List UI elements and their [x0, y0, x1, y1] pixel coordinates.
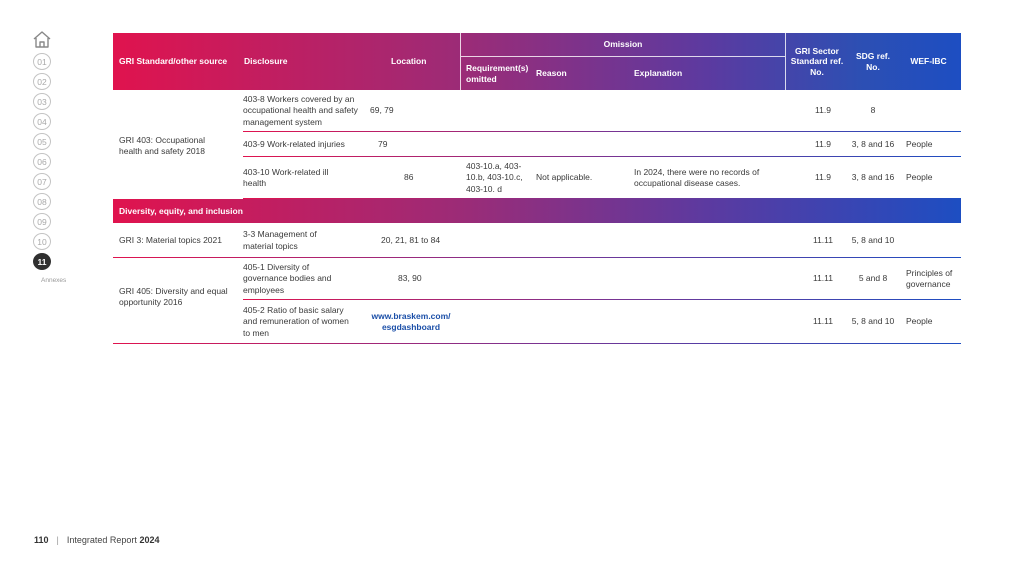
location-cell: 79 — [378, 138, 388, 149]
requirements-cell: 403-10.a, 403-10.b, 403-10.c, 403-10. d — [466, 161, 523, 194]
table-header — [113, 33, 961, 90]
nav-chapter-04[interactable]: 04 — [33, 113, 51, 130]
sdg-cell: 5, 8 and 10 — [851, 234, 895, 245]
location-cell: 86 — [404, 172, 414, 183]
header-requirements: Requirement(s) omitted — [466, 62, 529, 84]
sector-cell: 11.9 — [815, 172, 831, 183]
table-row — [243, 157, 961, 199]
header-gri-sector: GRI Sector Standard ref. No. — [790, 45, 844, 77]
wef-cell: People — [906, 172, 933, 183]
report-title: Integrated Report 2024 — [66, 535, 160, 545]
nav-chapter-10[interactable]: 10 — [33, 233, 51, 250]
location-cell: 83, 90 — [398, 273, 422, 284]
sdg-cell: 8 — [870, 105, 876, 116]
location-cell: 20, 21, 81 to 84 — [381, 234, 441, 245]
page-number: 110 — [34, 535, 49, 545]
explanation-cell: In 2024, there were no records of occupational disease cases. — [634, 166, 760, 188]
header-wef: WEF-IBC — [910, 56, 947, 67]
nav-chapter-02[interactable]: 02 — [33, 73, 51, 90]
sdg-cell: 3, 8 and 16 — [851, 138, 895, 149]
wef-cell: People — [906, 316, 933, 327]
header-explanation: Explanation — [634, 68, 683, 79]
annexes-label: Annexes — [41, 277, 67, 284]
nav-chapter-05[interactable]: 05 — [33, 133, 51, 150]
sector-cell: 11.9 — [815, 105, 831, 116]
sdg-cell: 3, 8 and 16 — [851, 172, 895, 183]
disclosure-cell: 403-8 Workers covered by an occupational health and safety management system — [243, 94, 358, 127]
header-location: Location — [391, 56, 427, 67]
sector-cell: 11.11 — [812, 234, 833, 245]
sector-cell: 11.9 — [815, 138, 831, 149]
chapter-nav — [31, 30, 53, 273]
header-reason: Reason — [536, 68, 567, 79]
nav-chapter-08[interactable]: 08 — [33, 193, 51, 210]
disclosure-cell: 405-2 Ratio of basic salary and remuneration of women to men — [243, 305, 349, 338]
group-gri-403: GRI 403: Occupational health and safety 2018 — [119, 135, 206, 157]
gri-standard-cell: GRI 3: Material topics 2021 — [119, 234, 222, 245]
esg-dashboard-link[interactable]: www.braskem.com/ esgdashboard — [371, 310, 451, 332]
report-year: 2024 — [139, 535, 160, 545]
page-footer — [34, 535, 159, 545]
sector-cell: 11.11 — [812, 273, 833, 284]
disclosure-cell: 403-9 Work-related injuries — [243, 138, 345, 149]
footer-separator: | — [56, 535, 59, 545]
header-omission: Omission — [603, 39, 643, 50]
header-sdg: SDG ref. No. — [855, 50, 890, 72]
header-disclosure: Disclosure — [244, 56, 288, 67]
section-bar-diversity: Diversity, equity, and inclusion — [113, 199, 961, 223]
table-row — [243, 258, 961, 300]
nav-chapter-01[interactable]: 01 — [33, 53, 51, 70]
location-cell: 69, 79 — [370, 105, 394, 116]
header-gri-standard: GRI Standard/other source — [119, 56, 228, 67]
wef-cell: People — [906, 138, 933, 149]
group-gri-405: GRI 405: Diversity and equal opportunity 2016 — [119, 286, 228, 308]
disclosure-cell: 403-10 Work-related ill health — [243, 166, 329, 188]
wef-cell: Principles of governance — [906, 267, 953, 289]
sdg-cell: 5, 8 and 10 — [851, 316, 895, 327]
home-icon[interactable] — [31, 30, 53, 50]
disclosure-cell: 3-3 Management of material topics — [243, 229, 317, 251]
table-row — [243, 132, 961, 157]
table-row — [113, 300, 961, 344]
nav-chapter-06[interactable]: 06 — [33, 153, 51, 170]
disclosure-cell: 405-1 Diversity of governance bodies and employees — [243, 262, 332, 295]
table-row — [113, 223, 961, 258]
sector-cell: 11.11 — [812, 316, 833, 327]
nav-chapter-09[interactable]: 09 — [33, 213, 51, 230]
reason-cell: Not applicable. — [536, 172, 593, 183]
sdg-cell: 5 and 8 — [858, 273, 888, 284]
nav-chapter-03[interactable]: 03 — [33, 93, 51, 110]
gri-index-table — [113, 33, 961, 90]
table-row — [243, 90, 961, 132]
nav-chapter-07[interactable]: 07 — [33, 173, 51, 190]
nav-chapter-11[interactable]: 11 — [33, 253, 51, 270]
